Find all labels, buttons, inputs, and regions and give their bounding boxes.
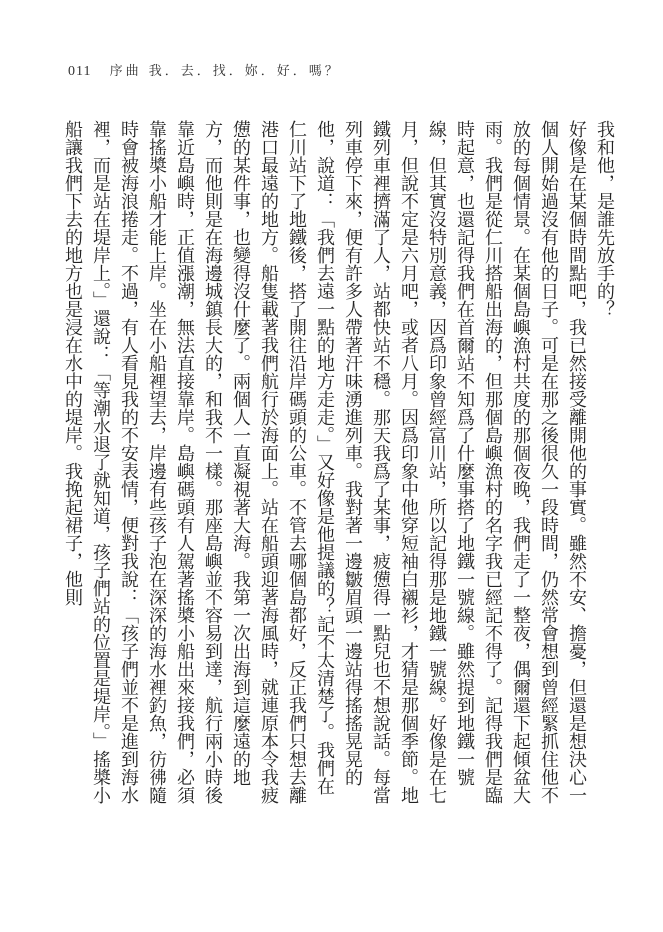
running-title: 序曲 我．去．找．妳．好．嗎？ bbox=[109, 64, 341, 79]
paragraph: 好像是在某個時間點吧，我已然接受離開他的事實。雖然不安、擔憂，但還是想決心一個人開始過沒有他的日子。可是在那之後很久一段時間，仍然常會想到曾經緊抓住他不放的每個情景。在某個島嶼漁村共度的那個夜晚，我們走了一整夜，偶爾還下起傾盆大雨。我們是從仁川搭船出海的，但那個島嶼漁村的名字我已經記不得了。記得我們是臨時起意，也還記得我們在首爾站不知爲了什麼事搭了地鐵一號線。雖然提到地鐵一號線，但其實沒特別意義，因爲印象曾經富川站，所以記得那是地鐵一號線。好像是在七月，但說不定是六月吧，或者八月。因爲印象中他穿短袖白襯衫，才猜是那個季節。地鐵列車裡擠滿了人，站都快站不穩。那天我爲了某事，疲憊得一點兒也不想說話。每當列車停下來，便有許多人帶著汗味湧進列車。我對著一邊皺眉頭一邊站得搖搖晃晃的他，說道：「我們去遠一點的地方走走。」又好像是他提議的？記不太清楚了。我們在仁川站下了地鐵後，搭了開往沿岸碼頭的公車。不管去哪個島都好，反正我們只想去離港口最遠的地方。船隻載著我們航行於海面上。站在船頭迎著海風時，就連原本令我疲憊的某件事，也變得沒什麼了。兩個人一直凝視著大海。我第一次出海到這麼遠的地方，而他則是在海邊城鎮長大的，和我不一樣。那座島嶼並不容易到達，航行兩小時後靠近島嶼時，正值漲潮，無法直接靠岸。島嶼碼頭有人駕著搖槳小船出來接我們，必須靠搖槳小船才能上岸。坐在小船裡望去，岸邊有些孩子泡在深深的海水裡釣魚，彷彿隨時會被海浪捲走。不過，有人看見我的不安表情，便對我說：「孩子們並不是進到海水裡，而是站在堤岸上。」還說：「等潮水退了就知道，孩子們站的位置是堤岸。」搖槳小船讓我們下去的地方也是浸在水中的堤岸。我挽起裙子，他則 bbox=[62, 120, 587, 804]
page-number: 011 bbox=[68, 64, 92, 79]
body-text bbox=[62, 120, 618, 810]
running-header bbox=[68, 60, 628, 80]
opening-question: 我和他，是誰先放手的？ bbox=[594, 120, 615, 318]
